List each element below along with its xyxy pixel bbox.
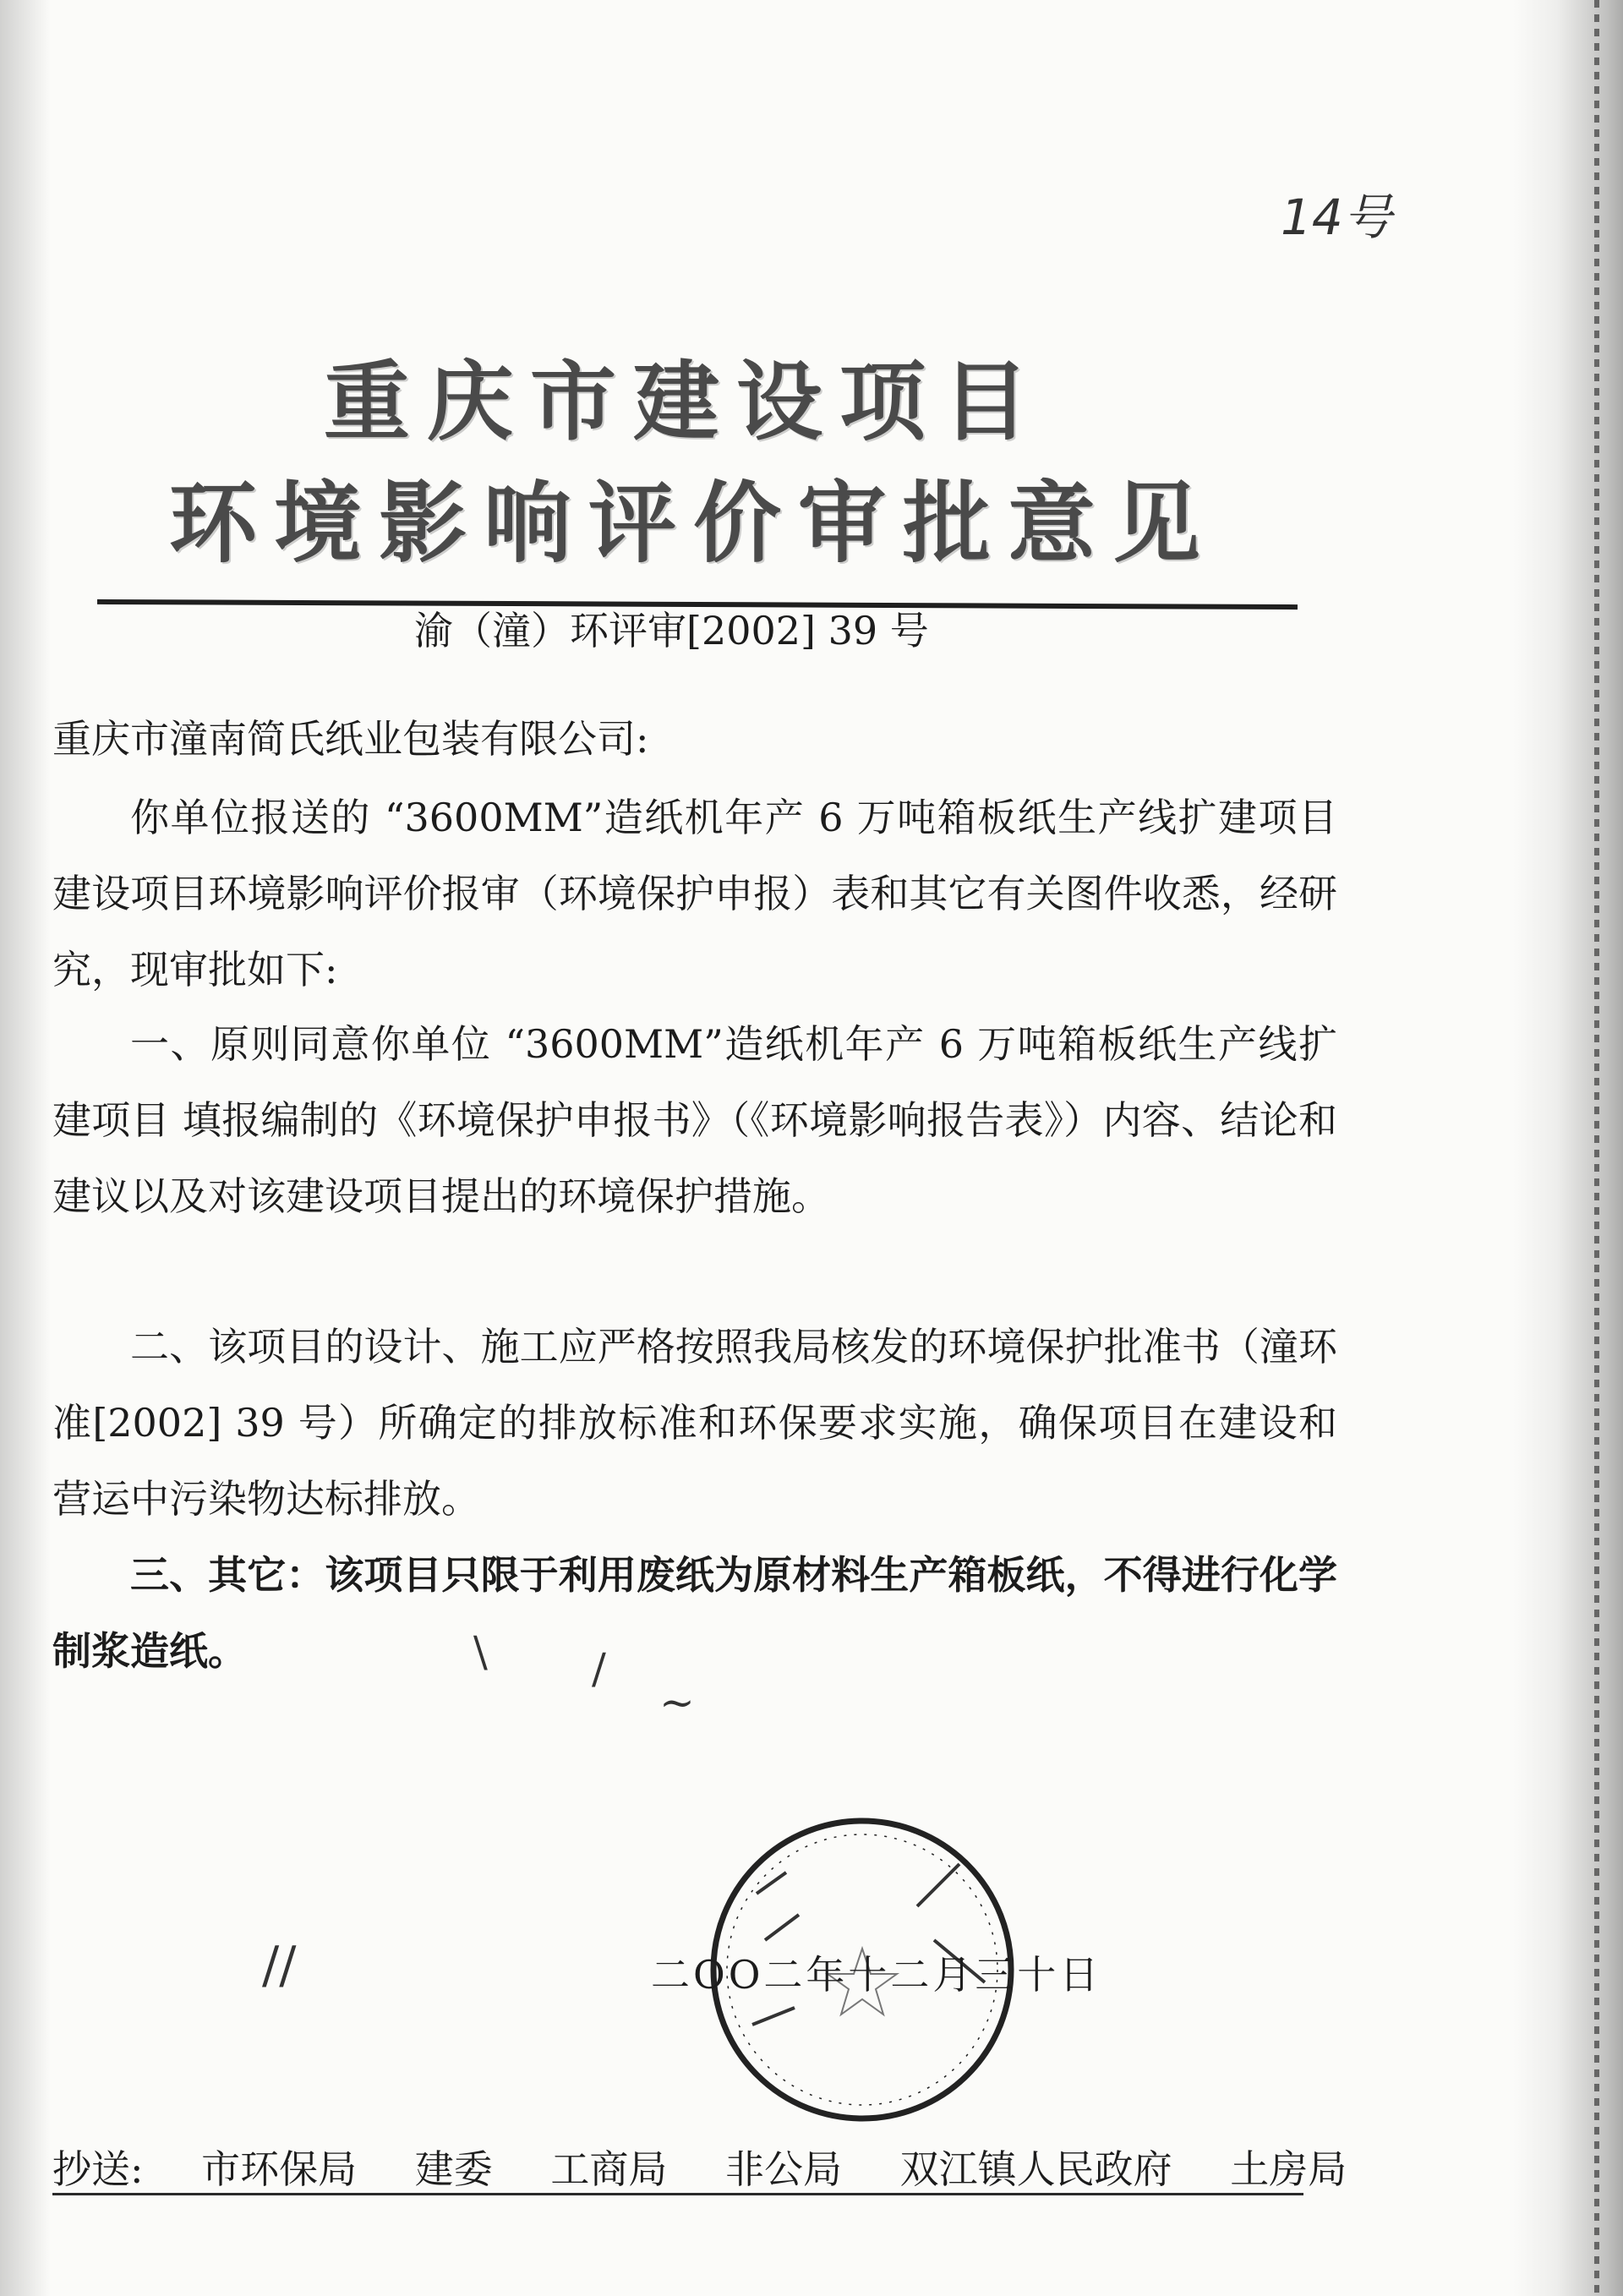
handwritten-page-number: 14号	[1281, 189, 1392, 246]
scan-speck: //	[262, 1936, 297, 1995]
paragraph-item-1: 一、原则同意你单位 “3600MM”造纸机年产 6 万吨箱板纸生产线扩建项目 填报编制的《环境保护申报书》（《环境影响报告表》）内容、结论和建议以及对该建设项目提出的环境保护措施。	[52, 1021, 1337, 1219]
cc-recipient: 土房局	[1230, 2146, 1347, 2192]
cc-recipient: 非公局	[725, 2146, 842, 2192]
cc-recipient: 工商局	[550, 2146, 668, 2192]
cc-recipient: 市环保局	[201, 2146, 358, 2192]
scan-speck: /	[592, 1644, 606, 1693]
scan-shadow-right	[1513, 0, 1623, 2296]
scan-speck: ~	[659, 1678, 695, 1727]
scan-speck: \	[473, 1627, 488, 1676]
issue-date: 二OO二年十二月三十日	[651, 1952, 1102, 1998]
paragraph-item-3: 三、其它：该项目只限于利用废纸为原材料生产箱板纸，不得进行化学制浆造纸。	[52, 1552, 1337, 1674]
cc-label: 抄送:	[52, 2146, 144, 2192]
cc-list	[52, 2139, 1347, 2195]
paragraph-item-2: 二、该项目的设计、施工应严格按照我局核发的环境保护批准书（潼环准[2002] 39 号）所确定的排放标准和环保要求实施，确保项目在建设和营运中污染物达标排放。	[52, 1324, 1337, 1522]
cc-underline	[52, 2193, 1303, 2195]
title-line-2: 环境影响评价审批意见	[168, 472, 1217, 575]
title-line-1: 重庆市建设项目	[324, 353, 1046, 453]
cc-recipient: 双江镇人民政府	[899, 2146, 1172, 2192]
scan-edge-dashes	[1594, 0, 1599, 2296]
document-number: 渝（潼）环评审[2002] 39 号	[414, 608, 929, 653]
paragraph-intro: 你单位报送的 “3600MM”造纸机年产 6 万吨箱板纸生产线扩建项目 建设项目环境影响评价报审（环境保护申报）表和其它有关图件收悉，经研究，现审批如下:	[52, 795, 1337, 992]
cc-recipient: 建委	[414, 2146, 493, 2192]
addressee: 重庆市潼南简氏纸业包装有限公司:	[52, 716, 649, 762]
